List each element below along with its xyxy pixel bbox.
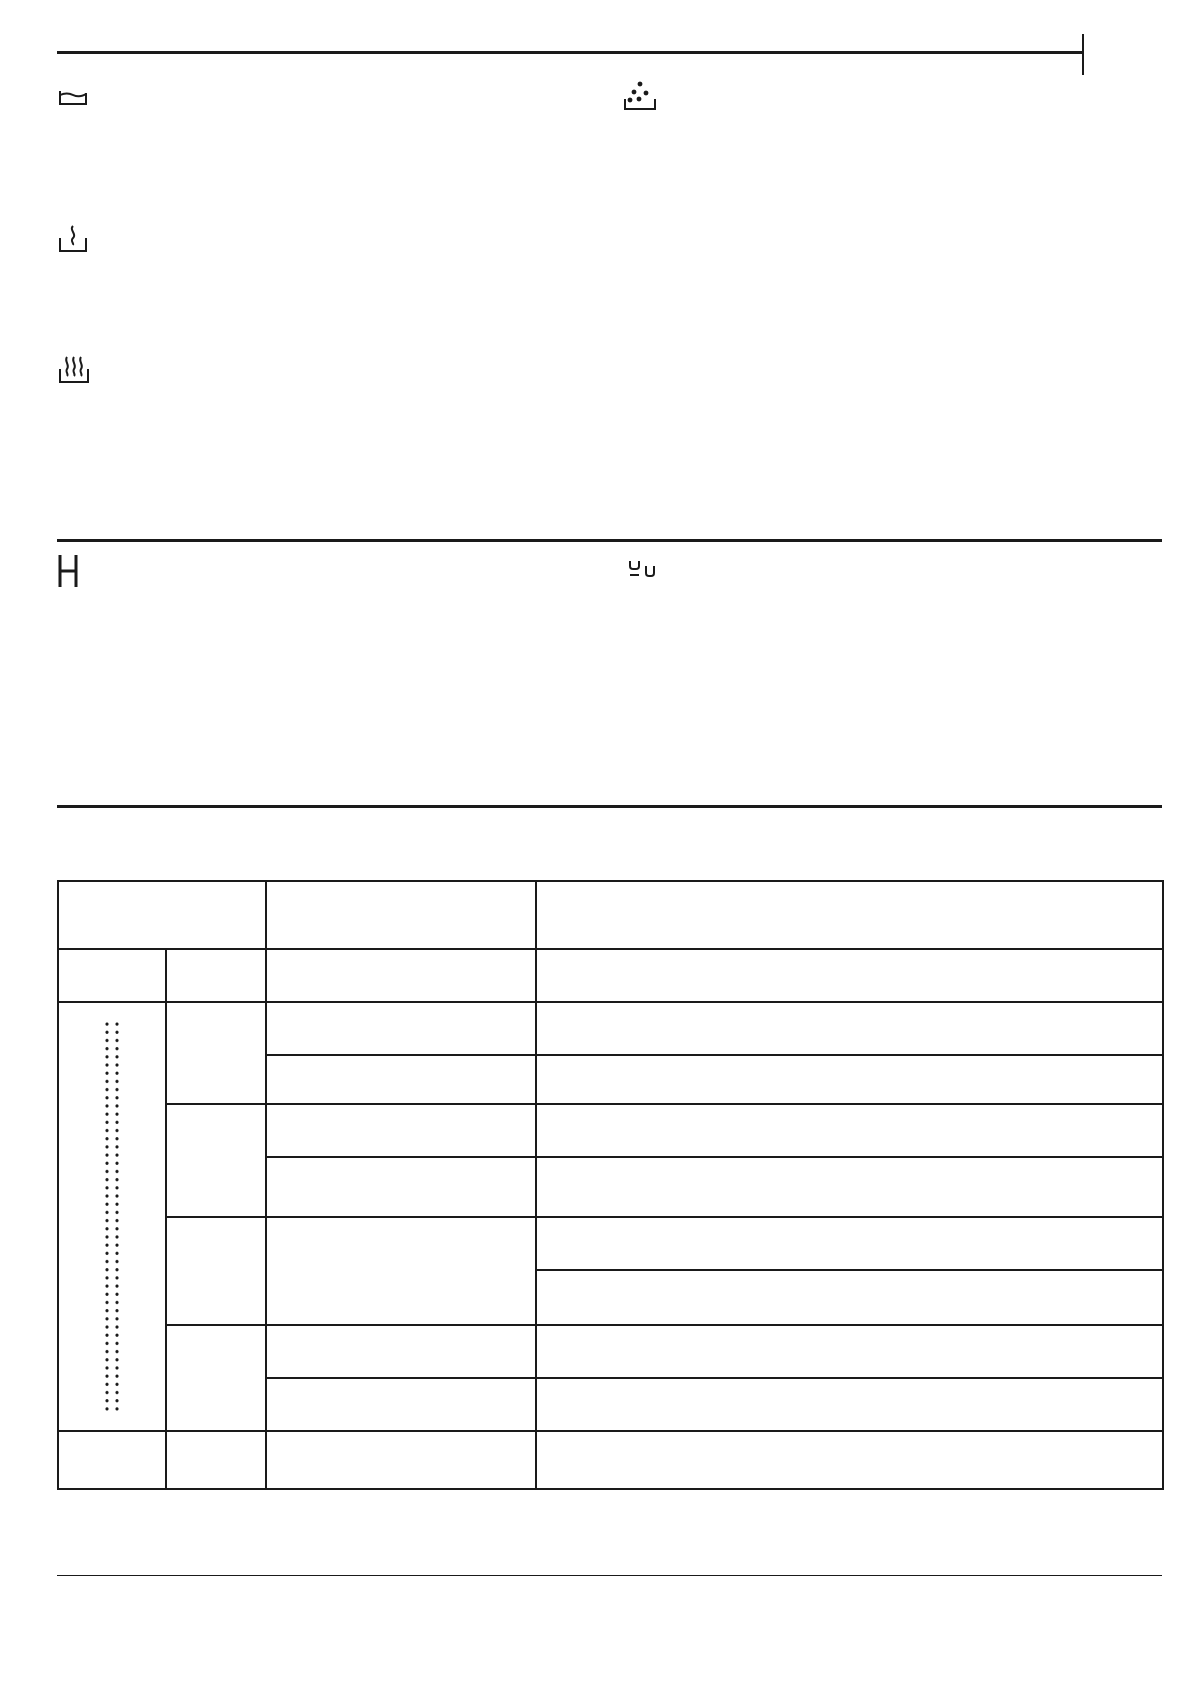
table-cell	[536, 949, 1163, 1002]
two-cups-icon	[627, 557, 659, 579]
lower-rule	[57, 805, 1162, 808]
table-cell	[266, 1217, 536, 1325]
tray-with-level-icon	[57, 88, 89, 108]
table-footer-row	[58, 1431, 1163, 1489]
table-row	[58, 1325, 1163, 1378]
table-cell	[536, 1325, 1163, 1378]
settings-table	[57, 880, 1164, 1490]
table-cell	[536, 1378, 1163, 1431]
table-cell	[58, 881, 266, 949]
top-rule-tick	[1082, 34, 1084, 75]
table-cell	[266, 1378, 536, 1431]
table-cell	[536, 1002, 1163, 1055]
table-cell	[536, 1055, 1163, 1104]
table-header-row	[58, 881, 1163, 949]
tray-with-triple-steam-icon	[57, 353, 91, 387]
table-cell	[536, 1431, 1163, 1489]
table-cell	[536, 1104, 1163, 1157]
table-cell	[166, 1325, 266, 1431]
table-cell	[536, 1217, 1163, 1270]
table-cell	[536, 1157, 1163, 1217]
table-cell	[266, 1157, 536, 1217]
table-cell	[166, 949, 266, 1002]
table-row	[58, 1104, 1163, 1157]
top-rule	[57, 51, 1083, 54]
table-cell	[536, 881, 1163, 949]
tray-with-single-steam-icon	[57, 222, 89, 256]
middle-rule	[57, 539, 1162, 542]
table-cell	[166, 1431, 266, 1489]
table-row	[58, 1002, 1163, 1055]
table-cell	[166, 1002, 266, 1104]
dotted-scale	[102, 1020, 122, 1414]
table-cell	[166, 1217, 266, 1325]
table-row	[58, 1217, 1163, 1270]
table-cell	[536, 1270, 1163, 1325]
table-cell	[266, 1104, 536, 1157]
table-subheader-row	[58, 949, 1163, 1002]
table-cell	[266, 1002, 536, 1055]
table-cell	[266, 949, 536, 1002]
table-cell	[266, 1431, 536, 1489]
letter-h-icon	[57, 553, 79, 589]
dotted-column-cell	[58, 1002, 166, 1431]
bottom-rule	[57, 1575, 1162, 1576]
table-cell	[58, 949, 166, 1002]
tray-with-dots-icon	[622, 79, 658, 113]
table-cell	[166, 1104, 266, 1217]
table-cell	[266, 881, 536, 949]
table-cell	[266, 1325, 536, 1378]
table-cell	[58, 1431, 166, 1489]
table-cell	[266, 1055, 536, 1104]
